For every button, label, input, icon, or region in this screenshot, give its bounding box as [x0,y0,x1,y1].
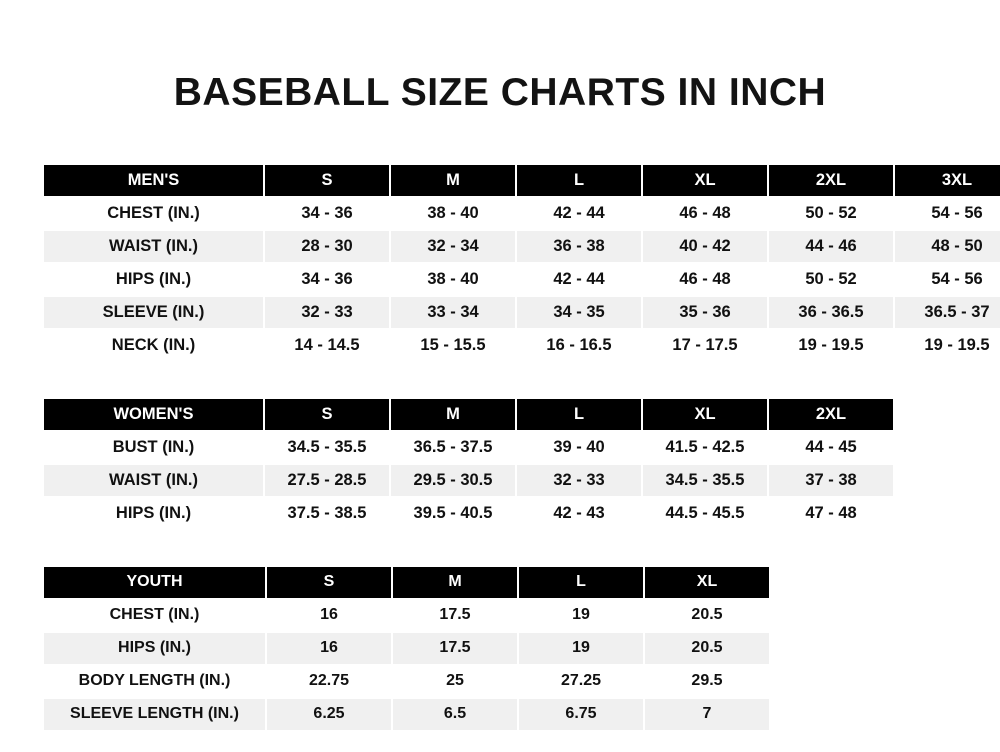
cell: 37 - 38 [768,464,894,497]
column-header: L [518,566,644,599]
column-header: M [390,164,516,197]
cell: 42 - 43 [516,497,642,530]
cell: 37.5 - 38.5 [264,497,390,530]
column-header: L [516,164,642,197]
cell: 48 - 50 [894,230,1000,263]
column-header: L [516,398,642,431]
row-label: CHEST (IN.) [43,197,264,230]
cell: 34 - 36 [264,263,390,296]
table-row [43,263,1000,296]
cell: 19 [518,599,644,632]
cell: 44 - 45 [768,431,894,464]
row-label: SLEEVE LENGTH (IN.) [43,698,266,731]
cell: 36.5 - 37 [894,296,1000,329]
cell: 32 - 33 [264,296,390,329]
youth-size-table [42,565,771,732]
table-header-row [43,164,1000,197]
cell: 17.5 [392,599,518,632]
cell: 6.5 [392,698,518,731]
cell: 39 - 40 [516,431,642,464]
cell: 19 [518,632,644,665]
cell: 17 - 17.5 [642,329,768,362]
row-label: CHEST (IN.) [43,599,266,632]
column-header: S [264,164,390,197]
table-row [43,464,894,497]
column-header: XL [644,566,770,599]
row-label: WAIST (IN.) [43,230,264,263]
cell: 36 - 38 [516,230,642,263]
column-header: S [264,398,390,431]
column-header: M [390,398,516,431]
row-label: SLEEVE (IN.) [43,296,264,329]
cell: 34 - 35 [516,296,642,329]
cell: 32 - 34 [390,230,516,263]
row-label: BUST (IN.) [43,431,264,464]
column-header: 3XL [894,164,1000,197]
cell: 29.5 [644,665,770,698]
cell: 34 - 36 [264,197,390,230]
cell: 38 - 40 [390,263,516,296]
cell: 16 [266,599,392,632]
column-header: S [266,566,392,599]
cell: 20.5 [644,599,770,632]
cell: 38 - 40 [390,197,516,230]
cell: 6.75 [518,698,644,731]
cell: 22.75 [266,665,392,698]
column-header: YOUTH [43,566,266,599]
table-header-row [43,566,770,599]
column-header: WOMEN'S [43,398,264,431]
cell: 14 - 14.5 [264,329,390,362]
cell: 34.5 - 35.5 [264,431,390,464]
cell: 50 - 52 [768,263,894,296]
cell: 36 - 36.5 [768,296,894,329]
column-header: 2XL [768,398,894,431]
cell: 25 [392,665,518,698]
cell: 47 - 48 [768,497,894,530]
column-header: XL [642,398,768,431]
mens-size-table [42,163,1000,363]
cell: 7 [644,698,770,731]
cell: 42 - 44 [516,197,642,230]
cell: 19 - 19.5 [768,329,894,362]
table-row [43,632,770,665]
cell: 44.5 - 45.5 [642,497,768,530]
table-row [43,197,1000,230]
cell: 6.25 [266,698,392,731]
table-row [43,698,770,731]
cell: 27.25 [518,665,644,698]
cell: 54 - 56 [894,197,1000,230]
row-label: HIPS (IN.) [43,497,264,530]
row-label: HIPS (IN.) [43,263,264,296]
cell: 44 - 46 [768,230,894,263]
table-row [43,329,1000,362]
cell: 16 - 16.5 [516,329,642,362]
cell: 40 - 42 [642,230,768,263]
size-tables-container [0,163,1000,732]
cell: 15 - 15.5 [390,329,516,362]
cell: 17.5 [392,632,518,665]
cell: 46 - 48 [642,263,768,296]
row-label: HIPS (IN.) [43,632,266,665]
womens-size-table [42,397,895,531]
cell: 54 - 56 [894,263,1000,296]
column-header: XL [642,164,768,197]
cell: 41.5 - 42.5 [642,431,768,464]
table-header-row [43,398,894,431]
cell: 19 - 19.5 [894,329,1000,362]
table-row [43,431,894,464]
cell: 33 - 34 [390,296,516,329]
cell: 36.5 - 37.5 [390,431,516,464]
table-row [43,497,894,530]
cell: 34.5 - 35.5 [642,464,768,497]
cell: 16 [266,632,392,665]
table-row [43,296,1000,329]
cell: 27.5 - 28.5 [264,464,390,497]
cell: 42 - 44 [516,263,642,296]
cell: 28 - 30 [264,230,390,263]
table-row [43,599,770,632]
row-label: WAIST (IN.) [43,464,264,497]
row-label: BODY LENGTH (IN.) [43,665,266,698]
column-header: M [392,566,518,599]
cell: 35 - 36 [642,296,768,329]
row-label: NECK (IN.) [43,329,264,362]
column-header: 2XL [768,164,894,197]
cell: 32 - 33 [516,464,642,497]
cell: 29.5 - 30.5 [390,464,516,497]
column-header: MEN'S [43,164,264,197]
cell: 20.5 [644,632,770,665]
page-title: BASEBALL SIZE CHARTS IN INCH [173,71,827,114]
table-row [43,230,1000,263]
cell: 39.5 - 40.5 [390,497,516,530]
table-row [43,665,770,698]
cell: 50 - 52 [768,197,894,230]
cell: 46 - 48 [642,197,768,230]
